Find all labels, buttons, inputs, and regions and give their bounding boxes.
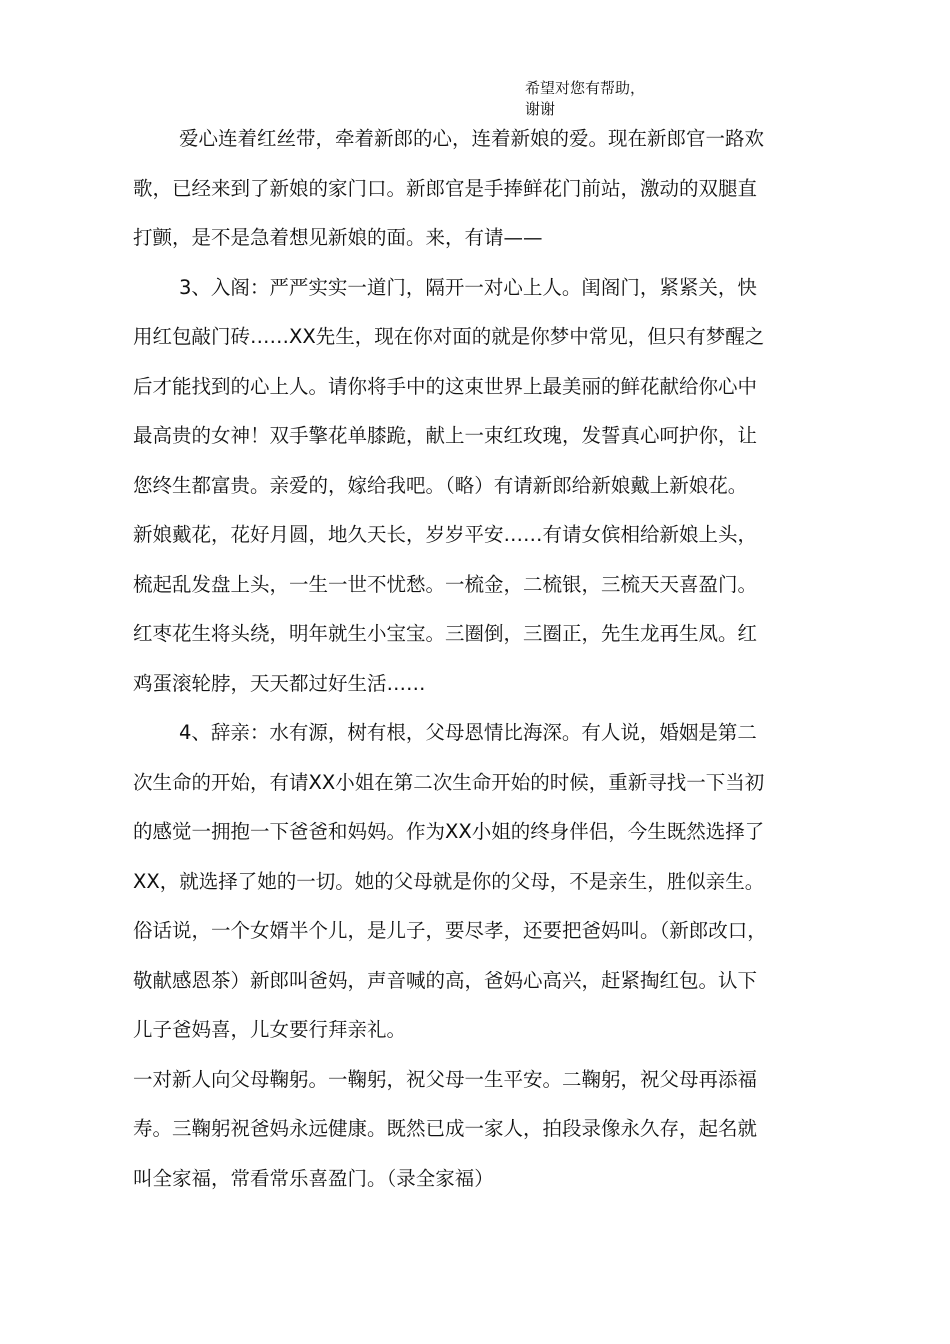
paragraph-4-line: 寿。三鞠躬祝爸妈永远健康。既然已成一家人，拍段录像永久存，起名就 xyxy=(133,1117,758,1140)
paragraph-1-line: 歌，已经来到了新娘的家门口。新郎官是手捧鲜花门前站，激动的双腿直 xyxy=(133,176,758,200)
paragraph-2-line: 最高贵的女神！双手擎花单膝跪，献上一束红玫瑰，发誓真心呵护你，让 xyxy=(133,424,758,447)
paragraph-2-line: 3、入阁：严严实实一道门，隔开一对心上人。闺阁门，紧紧关，快 xyxy=(179,275,757,299)
paragraph-2-line: 鸡蛋滚轮脖，天天都过好生活…… xyxy=(133,671,426,695)
paragraph-2-line: 红枣花生将头绕，明年就生小宝宝。三圈倒，三圈正，先生龙再生凤。红 xyxy=(133,622,758,645)
paragraph-3-line: 的感觉一拥抱一下爸爸和妈妈。作为XX小姐的终身伴侣，今生既然选择了 xyxy=(133,820,765,843)
paragraph-4-line: 一对新人向父母鞠躬。一鞠躬，祝父母一生平安。二鞠躬，祝父母再添福 xyxy=(133,1067,758,1091)
paragraph-3-line: 4、辞亲：水有源，树有根，父母恩情比海深。有人说，婚姻是第二 xyxy=(179,721,757,744)
paragraph-3-line: 次生命的开始，有请XX小姐在第二次生命开始的时候，重新寻找一下当初 xyxy=(133,770,765,794)
paragraph-3-line: 敬献感恩茶）新郎叫爸妈，声音喊的高，爸妈心高兴，赶紧掏红包。认下 xyxy=(133,968,758,992)
paragraph-3-line: 俗话说，一个女婿半个儿，是儿子，要尽孝，还要把爸妈叫。（新郎改口， xyxy=(133,919,767,942)
paragraph-2-line: 新娘戴花，花好月圆，地久天长，岁岁平安……有请女傧相给新娘上头， xyxy=(133,523,758,546)
body-text xyxy=(133,114,833,1203)
header-note-line-1: 希望对您有帮助， xyxy=(525,79,646,97)
paragraph-1-line: 爱心连着红丝带，牵着新郎的心，连着新娘的爱。现在新郎官一路欢 xyxy=(179,127,765,150)
paragraph-1-line: 打颤，是不是急着想见新娘的面。来，有请—— xyxy=(133,226,543,249)
paragraph-3-line: XX，就选择了她的一切。她的父母就是你的父母，不是亲生，胜似亲生。 xyxy=(133,869,765,893)
paragraph-2-line: 后才能找到的心上人。请你将手中的这束世界上最美丽的鲜花献给你心中 xyxy=(133,374,758,398)
paragraph-2-line: 您终生都富贵。亲爱的，嫁给我吧。（略）有请新郎给新娘戴上新娘花。 xyxy=(133,473,748,497)
paragraph-4-line: 叫全家福，常看常乐喜盈门。（录全家福） xyxy=(133,1166,494,1190)
header-note-line-2: 谢谢 xyxy=(525,100,556,118)
paragraph-2-line: 梳起乱发盘上头，一生一世不忧愁。一梳金，二梳银，三梳天天喜盈门。 xyxy=(133,572,758,596)
paragraph-2-line: 用红包敲门砖……XX先生，现在你对面的就是你梦中常见，但只有梦醒之 xyxy=(133,325,765,348)
paragraph-3-line: 儿子爸妈喜，儿女要行拜亲礼。 xyxy=(133,1018,407,1041)
